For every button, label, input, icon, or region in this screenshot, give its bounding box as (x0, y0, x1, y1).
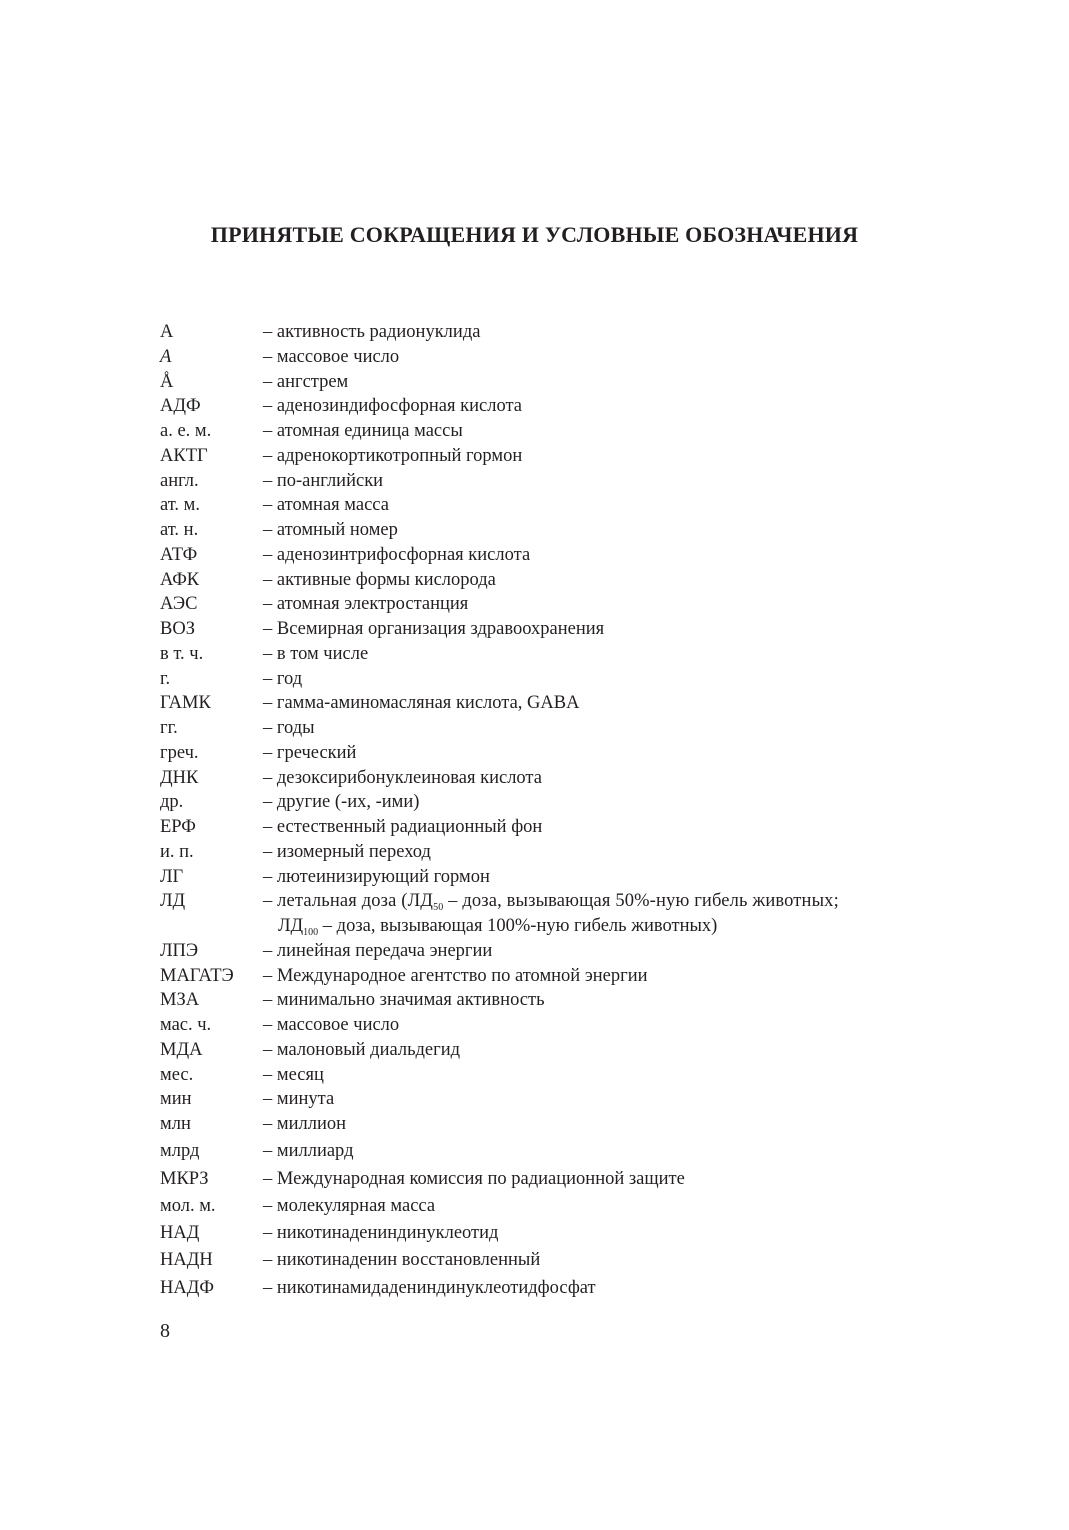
list-item (160, 568, 960, 593)
definition: – год (263, 668, 303, 689)
definition: – никотинаденин восстановленный (263, 1250, 541, 1271)
definition: – лютеинизирующий гормон (263, 866, 490, 887)
abbreviation: мин (160, 1089, 192, 1110)
list-item (160, 865, 960, 890)
list-item (160, 493, 960, 518)
definition: – малоновый диальдегид (263, 1039, 461, 1060)
abbreviation: А (160, 322, 174, 342)
definition: – Всемирная организация здравоохранения (263, 619, 605, 639)
list-item (160, 741, 960, 766)
definition: – греческий (263, 742, 357, 763)
definition: – массовое число (263, 1015, 400, 1035)
list-item (160, 1248, 960, 1273)
abbreviation: АТФ (160, 544, 198, 565)
definition: – адренокортикотропный гормон (263, 445, 523, 466)
definition: – минута (263, 1089, 335, 1110)
definition: – атомная единица массы (263, 421, 463, 441)
list-item (160, 1112, 960, 1137)
abbreviation: ДНК (160, 767, 199, 788)
abbreviation: Å (160, 371, 174, 392)
list-item (160, 667, 960, 692)
list-item (160, 1139, 960, 1164)
abbreviation: греч. (160, 742, 199, 763)
subscript: 50 (433, 902, 444, 914)
definition-text: – доза, вызывающая 50%-ную гибель животных; (443, 891, 839, 912)
definition: – месяц (263, 1064, 324, 1085)
definition: – линейная передача энергии (263, 940, 493, 961)
list-item (160, 939, 960, 964)
abbreviation: мол. м. (160, 1195, 216, 1216)
abbreviation: англ. (160, 470, 199, 491)
definition-text: ЛД (278, 916, 304, 936)
list-item (160, 345, 960, 370)
definition: – другие (-их, -ими) (263, 792, 420, 813)
definition: – активные формы кислорода (263, 569, 496, 590)
list-item (160, 1276, 960, 1301)
list-item (160, 617, 960, 642)
list-item (160, 1221, 960, 1246)
definition: – никотинадениндинуклеотид (263, 1223, 499, 1243)
definition: – естественный радиационный фон (263, 817, 543, 837)
list-item (160, 469, 960, 494)
list-item (160, 419, 960, 444)
abbreviation: МДА (160, 1039, 203, 1060)
definition: – в том числе (263, 643, 369, 664)
abbreviation: НАДФ (160, 1277, 214, 1298)
list-item (160, 543, 960, 568)
definition: – годы (263, 718, 315, 738)
abbreviation: НАДН (160, 1250, 213, 1271)
list-item (160, 716, 960, 741)
list-item (160, 1038, 960, 1063)
abbreviation: МАГАТЭ (160, 965, 234, 986)
definition: – аденозиндифосфорная кислота (263, 396, 523, 417)
abbreviation: мас. ч. (160, 1015, 212, 1035)
definition: – миллион (263, 1114, 346, 1134)
definition: – минимально значимая активность (263, 990, 545, 1011)
list-item (160, 1087, 960, 1112)
list-item (160, 790, 960, 815)
definition: – дезоксирибонуклеиновая кислота (263, 767, 542, 788)
list-item (160, 988, 960, 1013)
definition-text: – доза, вызывающая 100%-ную гибель животных) (318, 916, 718, 936)
abbreviation: АДФ (160, 396, 201, 417)
abbreviations-list (160, 320, 960, 1300)
abbreviation: и. п. (160, 841, 194, 862)
list-item (160, 370, 960, 395)
list-item (160, 1194, 960, 1219)
list-item (160, 889, 960, 939)
list-item (160, 394, 960, 419)
definition: – атомная электростанция (263, 594, 469, 615)
definition: – атомная масса (263, 495, 389, 516)
abbreviation: ат. м. (160, 495, 201, 516)
definition-continuation (278, 914, 717, 939)
page-number: 8 (160, 1320, 170, 1342)
list-item (160, 964, 960, 989)
list-item (160, 592, 960, 617)
definition: – молекулярная масса (263, 1195, 436, 1216)
list-item (160, 518, 960, 543)
abbreviation: МКРЗ (160, 1168, 209, 1189)
definition: – Международная комиссия по радиационной защите (263, 1168, 685, 1189)
abbreviation: гг. (160, 718, 178, 738)
definition: – аденозинтрифосфорная кислота (263, 544, 531, 565)
definition: – миллиард (263, 1141, 354, 1162)
definition: – активность радионуклида (263, 322, 481, 342)
definition: – по-английски (263, 470, 384, 491)
list-item (160, 691, 960, 716)
page-title: ПРИНЯТЫЕ СОКРАЩЕНИЯ И УСЛОВНЫЕ ОБОЗНАЧЕНИЯ (210, 222, 859, 247)
abbreviation: ат. н. (160, 520, 199, 540)
list-item (160, 815, 960, 840)
abbreviation: млн (160, 1114, 191, 1134)
list-item (160, 642, 960, 667)
definition: – атомный номер (263, 520, 398, 540)
definition: – массовое число (263, 346, 400, 367)
definition: – изомерный переход (263, 841, 431, 862)
abbreviation: ГАМК (160, 693, 211, 714)
definition: – ангстрем (263, 371, 349, 392)
abbreviation: а. е. м. (160, 421, 212, 441)
abbreviation: ВОЗ (160, 619, 195, 639)
abbreviation: ЛПЭ (160, 940, 199, 961)
abbreviation: млрд (160, 1141, 200, 1162)
subscript: 100 (303, 927, 319, 938)
abbreviation: АКТГ (160, 445, 208, 466)
abbreviation: др. (160, 792, 184, 813)
abbreviation: ЛД (160, 891, 186, 912)
abbreviation: НАД (160, 1223, 200, 1243)
abbreviation: АЭС (160, 594, 198, 615)
list-item (160, 320, 960, 345)
abbreviation: АФК (160, 569, 200, 590)
list-item (160, 840, 960, 865)
abbreviation: ЛГ (160, 866, 184, 887)
abbreviation: МЗА (160, 990, 200, 1011)
definition: – никотинамидадениндинуклеотидфосфат (263, 1277, 596, 1298)
list-item (160, 444, 960, 469)
abbreviation: A (160, 346, 172, 367)
list-item (160, 766, 960, 791)
abbreviation: ЕРФ (160, 817, 196, 837)
definition-text: – летальная доза (ЛД (263, 891, 434, 912)
abbreviation: мес. (160, 1064, 194, 1085)
definition (263, 889, 839, 914)
list-item (160, 1063, 960, 1088)
definition: – Международное агентство по атомной энергии (263, 965, 648, 986)
list-item (160, 1167, 960, 1192)
definition: – гамма-аминомасляная кислота, GABA (263, 693, 580, 714)
abbreviation: г. (160, 668, 171, 689)
list-item (160, 1013, 960, 1038)
abbreviation: в т. ч. (160, 643, 204, 664)
